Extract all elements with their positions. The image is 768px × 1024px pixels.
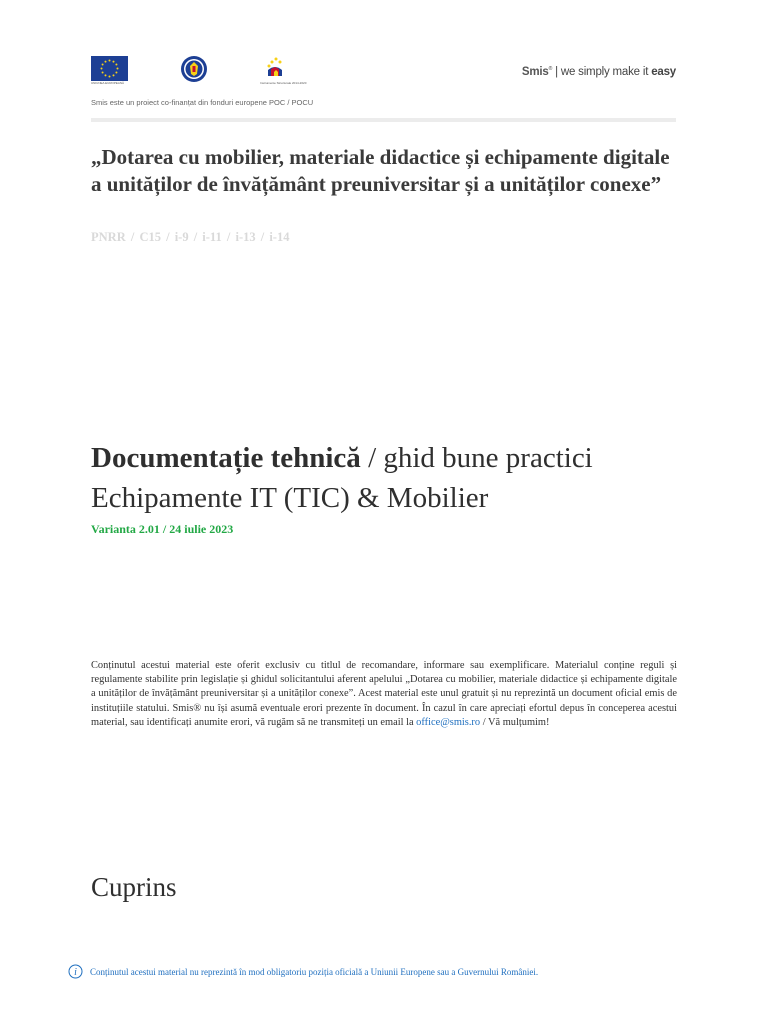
eu-star — [113, 74, 115, 76]
eu-star — [115, 72, 117, 74]
document-subtitle: Echipamente IT (TIC) & Mobilier — [91, 482, 489, 514]
eu-star — [102, 64, 104, 66]
disclaimer-thanks: / Vă mulțumim! — [480, 716, 550, 728]
document-version: Varianta 2.01 / 24 iulie 2023 — [91, 522, 234, 536]
eu-star — [113, 61, 115, 63]
info-icon — [68, 964, 83, 979]
document-title-rest: / ghid bune practici — [360, 442, 593, 474]
eu-star — [102, 72, 104, 74]
svg-text:i: i — [74, 967, 77, 978]
footer-disclaimer: Conținutul acestui material nu reprezintă în mod obligatoriu poziția oficială a Uniunii Europene sau a Guvernului României. — [90, 966, 539, 977]
project-tags: PNRR / C15 / i-9 / i-11 / i-13 / i-14 — [91, 230, 290, 244]
eu-star — [117, 68, 119, 70]
brand-name: Smis — [521, 66, 549, 78]
email-link[interactable]: office@smis.ro — [416, 716, 481, 728]
disclaimer-text: Conținutul acestui material este oferit exclusiv cu titlul de recomandare, informare sau exemplificare. Materialul conține reguli și regulamente stabilite prin legislație și ghidul solicitantului aferent apelului „Dotarea cu mobilier, materiale didactice și echipamente digitale a unităților de învățământ preuniversitar și a unităților conexe”. Acest material este unul gratuit și nu reprezintă un document oficial emis de instituțiile statului. Smis® nu își asumă eventuale erori prezente în document. În cazul în care apreciați efortul depus în conceperea acestui material, sau identificați anumite erori, vă rugăm să ne transmiteți un email la — [91, 660, 677, 728]
eu-star — [115, 64, 117, 66]
eu-star — [109, 76, 111, 78]
eu-star — [101, 68, 103, 70]
footer-note — [68, 964, 538, 979]
eu-star — [105, 61, 107, 63]
project-title: „Dotarea cu mobilier, materiale didactice și echipamente digitale a unităților de învățământ preuniversitar și a unităților conexe” — [91, 145, 670, 196]
disclaimer-paragraph — [91, 659, 677, 730]
brand-logo — [522, 66, 676, 78]
program-logo-caption: Instrumente Structurale 2014-2020 — [260, 81, 307, 85]
brand-tagline: | we simply make it — [555, 66, 652, 78]
eu-logo-caption: UNIUNEA EUROPEANĂ — [91, 81, 125, 85]
eu-star — [105, 74, 107, 76]
document-title-bold: Documentație tehnică — [91, 442, 361, 474]
brand-tagline-bold: easy — [651, 66, 676, 78]
toc-heading: Cuprins — [91, 872, 177, 902]
eu-star — [109, 60, 111, 62]
cofinancing-note: Smis este un proiect co-finanțat din fonduri europene POC / POCU — [91, 98, 314, 107]
eu-flag-icon — [91, 56, 128, 84]
brand-reg: ® — [548, 66, 553, 73]
header-divider — [91, 118, 676, 122]
structural-instruments-icon — [260, 54, 307, 86]
government-crest-icon — [180, 55, 208, 83]
document-title — [91, 440, 593, 476]
